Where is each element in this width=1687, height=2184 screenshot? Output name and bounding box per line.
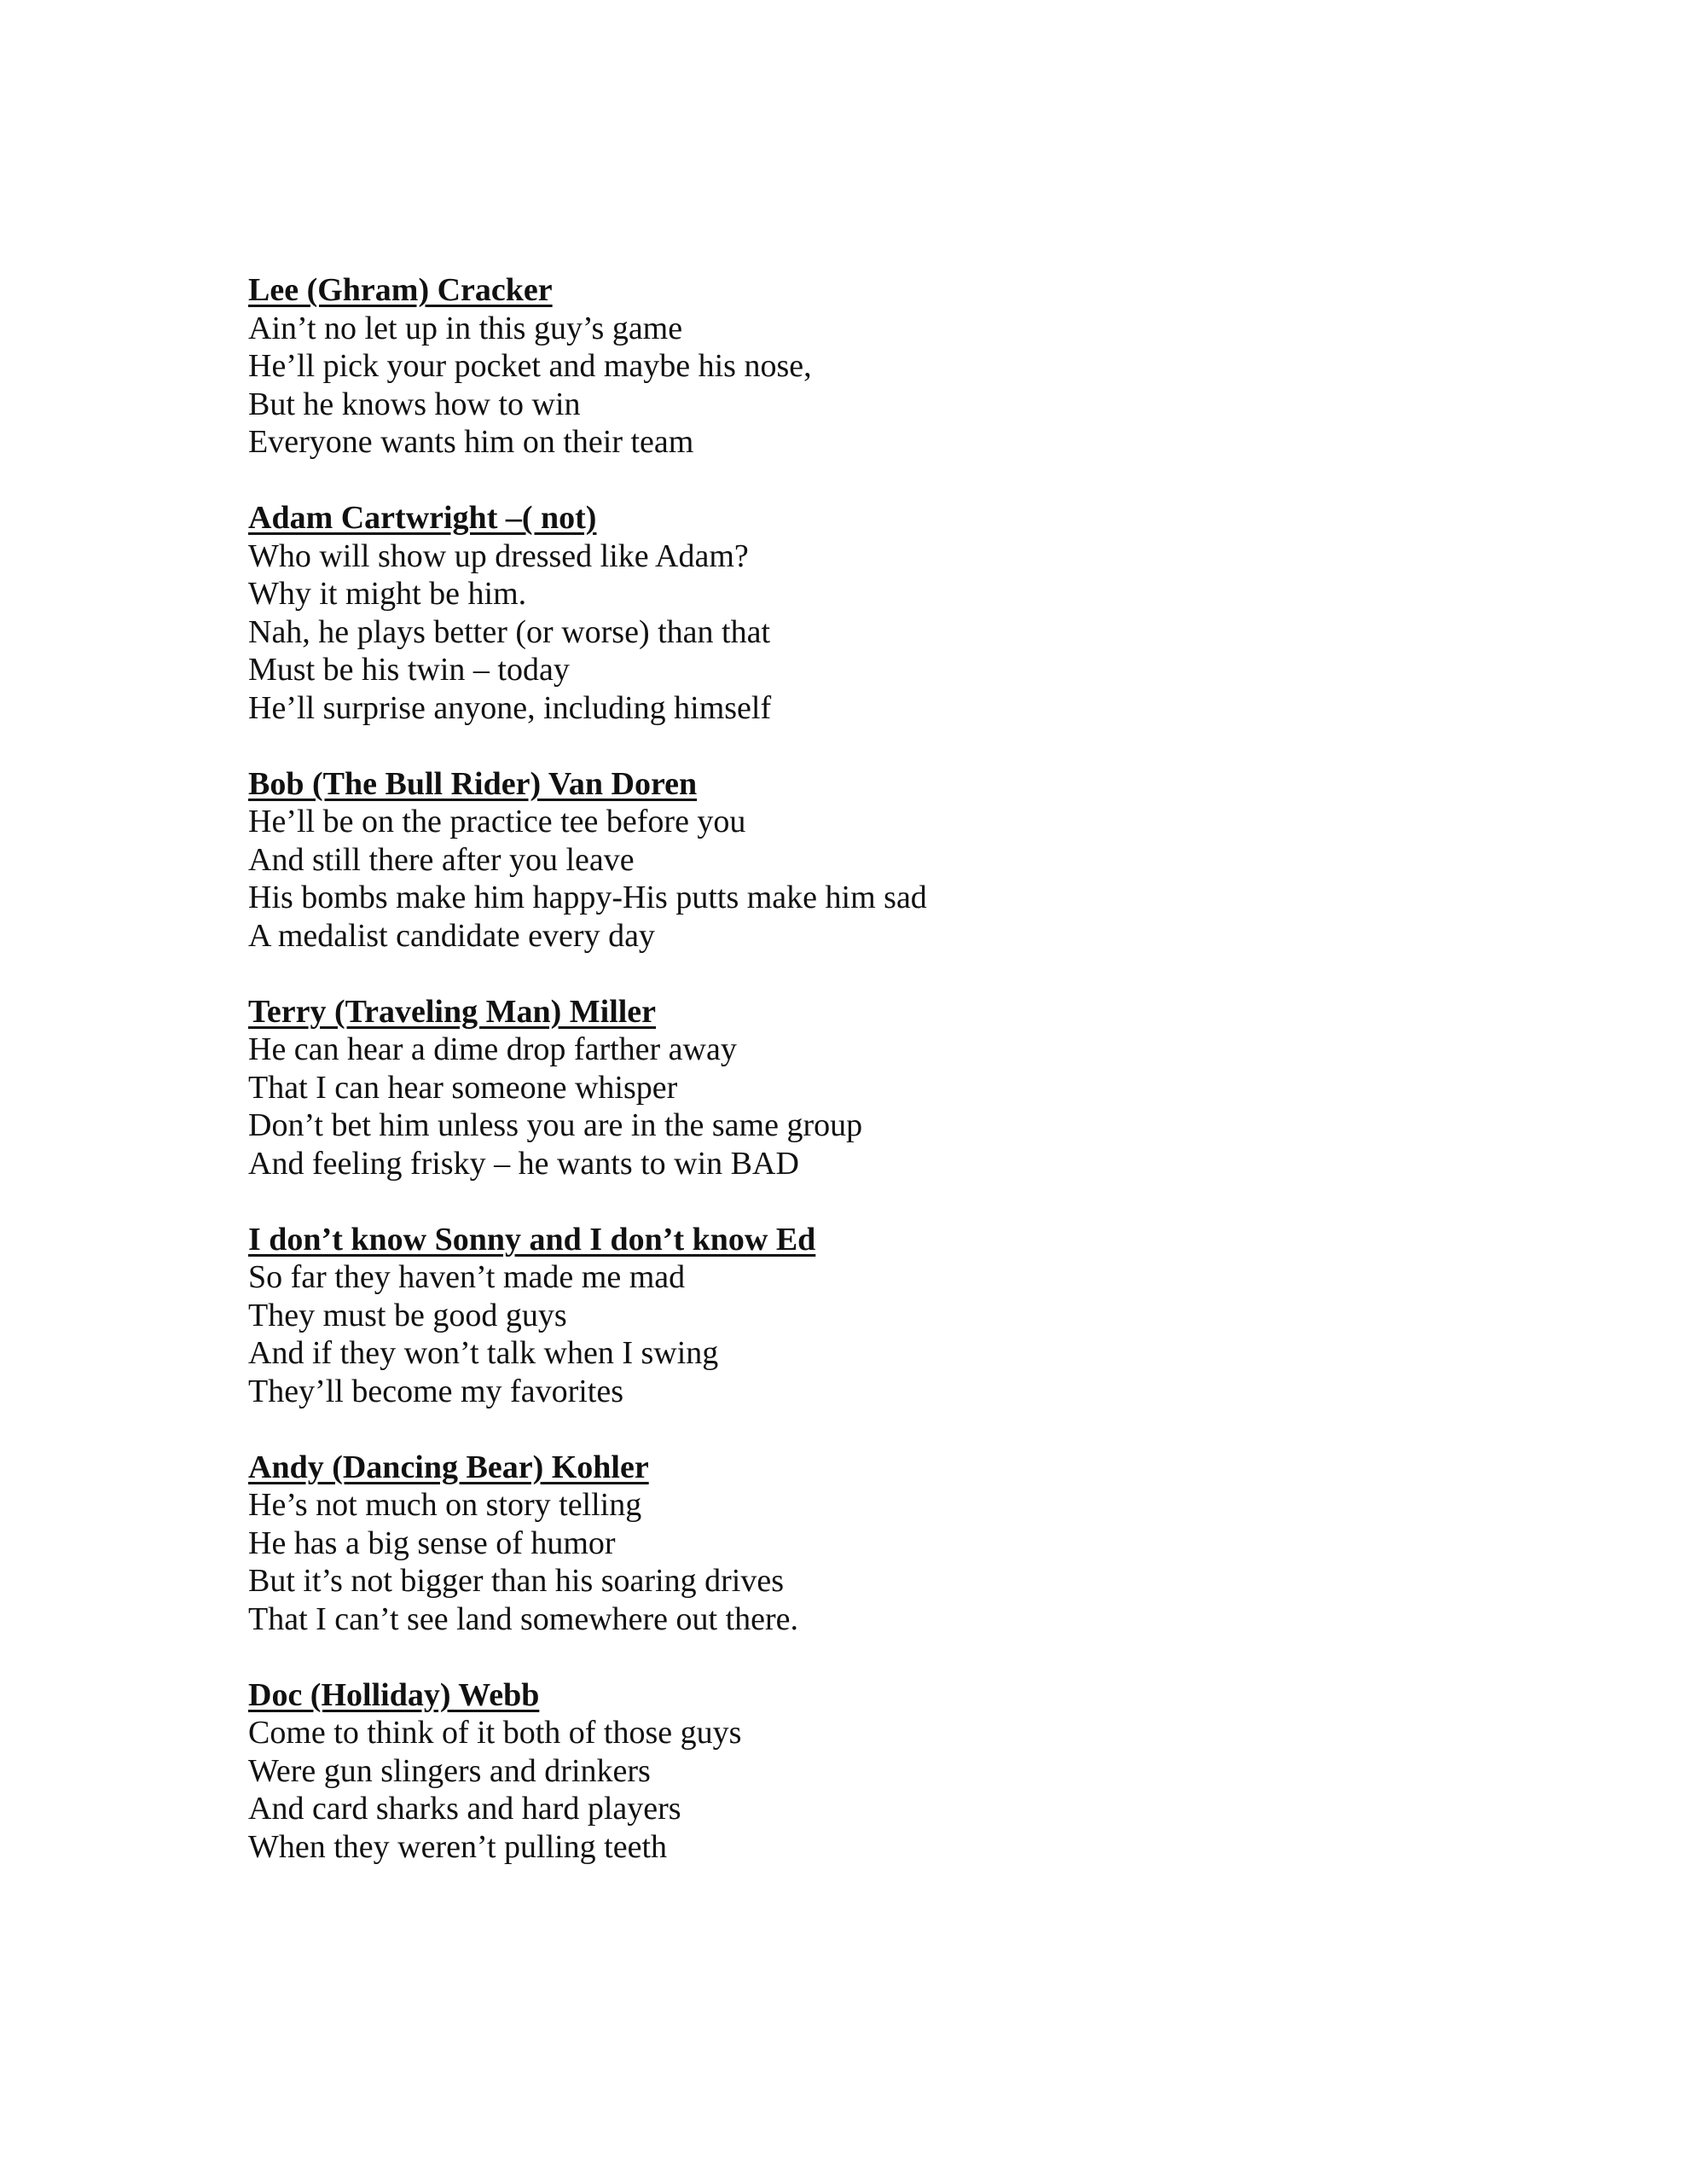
poem-line: Nah, he plays better (or worse) than that <box>248 613 771 650</box>
stanza <box>248 1221 1528 1411</box>
poem-line: He’s not much on story telling <box>248 1487 642 1523</box>
stanza <box>248 1449 1528 1639</box>
poem-line: He’ll surprise anyone, including himself <box>248 689 772 726</box>
poem-line: Ain’t no let up in this guy’s game <box>248 310 683 346</box>
stanza-heading: Adam Cartwright –( not) <box>248 500 597 536</box>
poem-line: He’ll pick your pocket and maybe his nose, <box>248 348 812 384</box>
stanza-heading: Bob (The Bull Rider) Van Doren <box>248 765 698 802</box>
stanza <box>248 271 1528 462</box>
poem-line: They must be good guys <box>248 1297 567 1333</box>
stanza-heading: Doc (Holliday) Webb <box>248 1676 540 1713</box>
poem-line: But he knows how to win <box>248 386 581 422</box>
stanza-heading: I don’t know Sonny and I don’t know Ed <box>248 1221 816 1258</box>
poem-line: Were gun slingers and drinkers <box>248 1752 651 1789</box>
poem-line: Must be his twin – today <box>248 652 570 688</box>
poem-line: He has a big sense of humor <box>248 1525 616 1561</box>
poem-line: His bombs make him happy-His putts make him sad <box>248 880 927 915</box>
poem-line: He’ll be on the practice tee before you <box>248 804 746 839</box>
poem-line: And card sharks and hard players <box>248 1791 681 1827</box>
poem-line: Who will show up dressed like Adam? <box>248 537 749 574</box>
poem-line: Don’t bet him unless you are in the same group <box>248 1107 863 1143</box>
stanza <box>248 765 1528 956</box>
poem-line: So far they haven’t made me mad <box>248 1259 686 1295</box>
poem-line: Everyone wants him on their team <box>248 424 694 460</box>
poem-line: And still there after you leave <box>248 841 635 878</box>
stanza <box>248 499 1528 727</box>
poem-line: But it’s not bigger than his soaring drives <box>248 1563 785 1599</box>
poem-line: That I can’t see land somewhere out there. <box>248 1600 799 1637</box>
poem-line: They’ll become my favorites <box>248 1373 624 1409</box>
poem-line: A medalist candidate every day <box>248 917 655 954</box>
poem-line: He can hear a dime drop farther away <box>248 1031 737 1067</box>
stanza <box>248 1676 1528 1867</box>
poem-line: That I can hear someone whisper <box>248 1069 678 1106</box>
poem-line: When they weren’t pulling teeth <box>248 1828 668 1865</box>
poem-line: And feeling frisky – he wants to win BAD <box>248 1145 799 1182</box>
stanza-heading: Andy (Dancing Bear) Kohler <box>248 1449 649 1485</box>
poem-line: Why it might be him. <box>248 576 527 612</box>
poem-line: And if they won’t talk when I swing <box>248 1335 719 1371</box>
stanza-heading: Terry (Traveling Man) Miller <box>248 993 657 1030</box>
poem-line: Come to think of it both of those guys <box>248 1715 742 1751</box>
poem-body <box>248 271 1528 1866</box>
stanza <box>248 993 1528 1183</box>
stanza-heading: Lee (Ghram) Cracker <box>248 272 553 308</box>
